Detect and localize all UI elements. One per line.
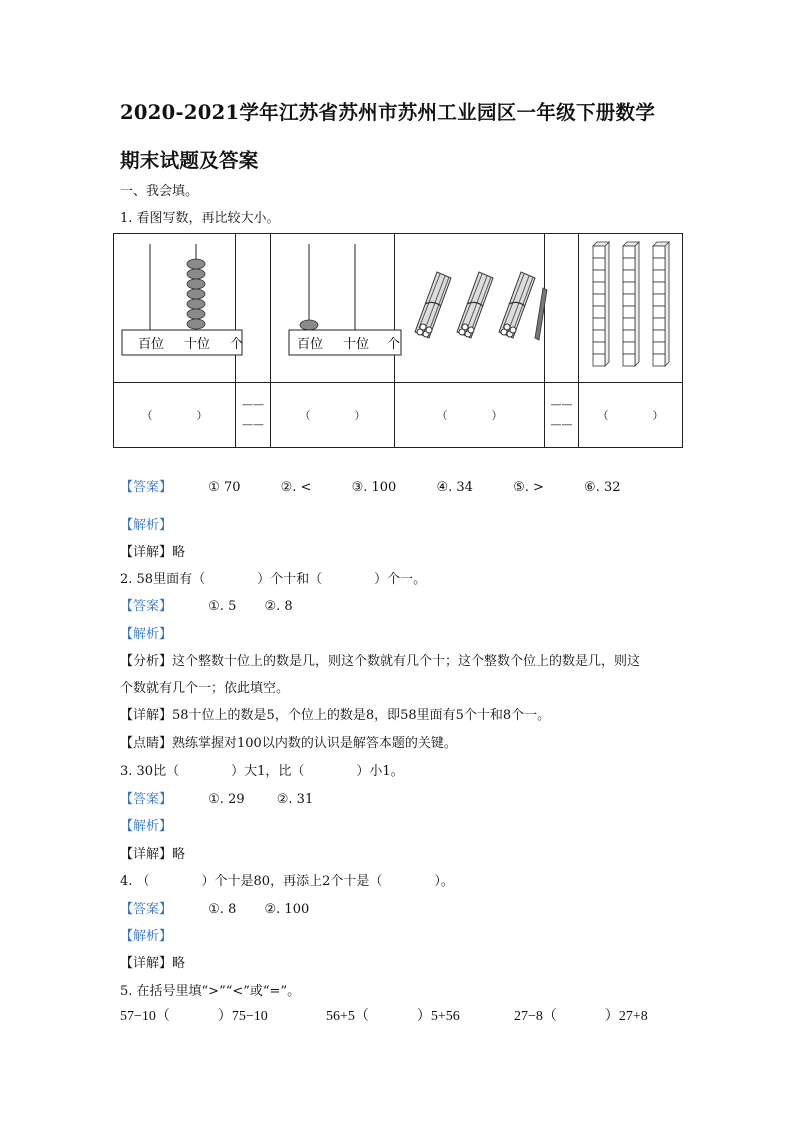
stick-bundle-icon [457,272,493,338]
q2-fenxi-1: 【分析】这个整数十位上的数是几，则这个数就有几个十；这个整数个位上的数是几，则这 [120,654,641,669]
abacus-100-label-ones: 个 [387,337,401,352]
q3-stem: 3. 30比（ ）大1，比（ ）小1。 [120,764,404,779]
q2-dianjing: 【点睛】熟练掌握对100以内数的认识是解答本题的关键。 [120,736,457,751]
q4-stem: 4. （ ）个十是80，再添上2个十是（ ）。 [120,874,454,889]
q1-detail: 【详解】略 [120,545,186,560]
sticks-34-cell [395,234,545,383]
abacus-100 [271,234,401,382]
q4-analysis-tag: 【解析】 [120,929,173,944]
q3-answer-line: 【答案】 ①. 29 ②. 31 [120,792,314,807]
blank-3[interactable]: （ ） [395,383,545,448]
compare-cell-2-top [545,234,579,383]
document-title-line1: 2020-2021学年江苏省苏州市苏州工业园区一年级下册数学 [120,101,656,124]
abacus-100-label-hundreds: 百位 [297,337,324,352]
q2-detail: 【详解】58十位上的数是5，个位上的数是8，即58里面有5个十和8个一。 [120,708,551,723]
abacus-100-cell [271,234,401,383]
document-title-line2: 期末试题及答案 [120,149,259,172]
abacus-70-cell [114,234,244,383]
q1-answer-line: 【答案】 ① 70 ②. < ③. 100 ④. 34 ⑤. > ⑥. 32 [120,480,621,495]
ten-cube-column-icon [623,242,639,366]
ten-cube-column-icon [593,242,609,366]
compare-blank-2[interactable]: —— —— [545,383,579,448]
q1-stem: 1. 看图写数，再比较大小。 [120,211,280,226]
cubes-32-cell [579,234,683,383]
cube-columns-32 [579,234,683,382]
q4-answer-line: 【答案】 ①. 8 ②. 100 [120,902,310,917]
q2-analysis-tag: 【解析】 [120,627,173,642]
blank-2[interactable]: （ ） [271,383,395,448]
q2-answer-line: 【答案】 ①. 5 ②. 8 [120,599,293,614]
abacus-100-label-tens: 十位 [343,337,370,352]
compare-blank-1[interactable]: —— —— [236,383,271,448]
q1-figure-table [113,233,683,448]
q5-expression-2: 56+5（ ）5+56 [326,1009,460,1024]
stick-bundle-icon [415,272,451,338]
q2-fenxi-2: 个数就有几个一；依此填空。 [120,681,290,696]
abacus-70-label-tens: 十位 [184,337,211,352]
q3-detail: 【详解】略 [120,847,186,862]
ten-cube-column-icon [653,242,669,366]
blank-4[interactable]: （ ） [579,383,683,448]
abacus-70-label-hundreds: 百位 [138,337,165,352]
abacus-70 [114,234,244,382]
stick-bundle-icon [499,272,535,338]
compare-cell-1-top [236,234,271,383]
q4-detail: 【详解】略 [120,956,186,971]
q2-stem: 2. 58里面有（ ）个十和（ ）个一。 [120,572,427,587]
blank-1[interactable]: （ ） [114,383,236,448]
section-heading: 一、我会填。 [120,184,199,199]
q1-analysis-tag: 【解析】 [120,518,173,533]
stick-bundles-34 [395,234,545,382]
q5-stem: 5. 在括号里填“>”“<”或“=”。 [120,984,301,999]
q5-expression-1: 57−10（ ）75−10 [120,1009,268,1024]
abacus-70-label-ones: 个 [230,337,244,352]
q5-expression-3: 27−8（ ）27+8 [514,1009,648,1024]
q3-analysis-tag: 【解析】 [120,819,173,834]
